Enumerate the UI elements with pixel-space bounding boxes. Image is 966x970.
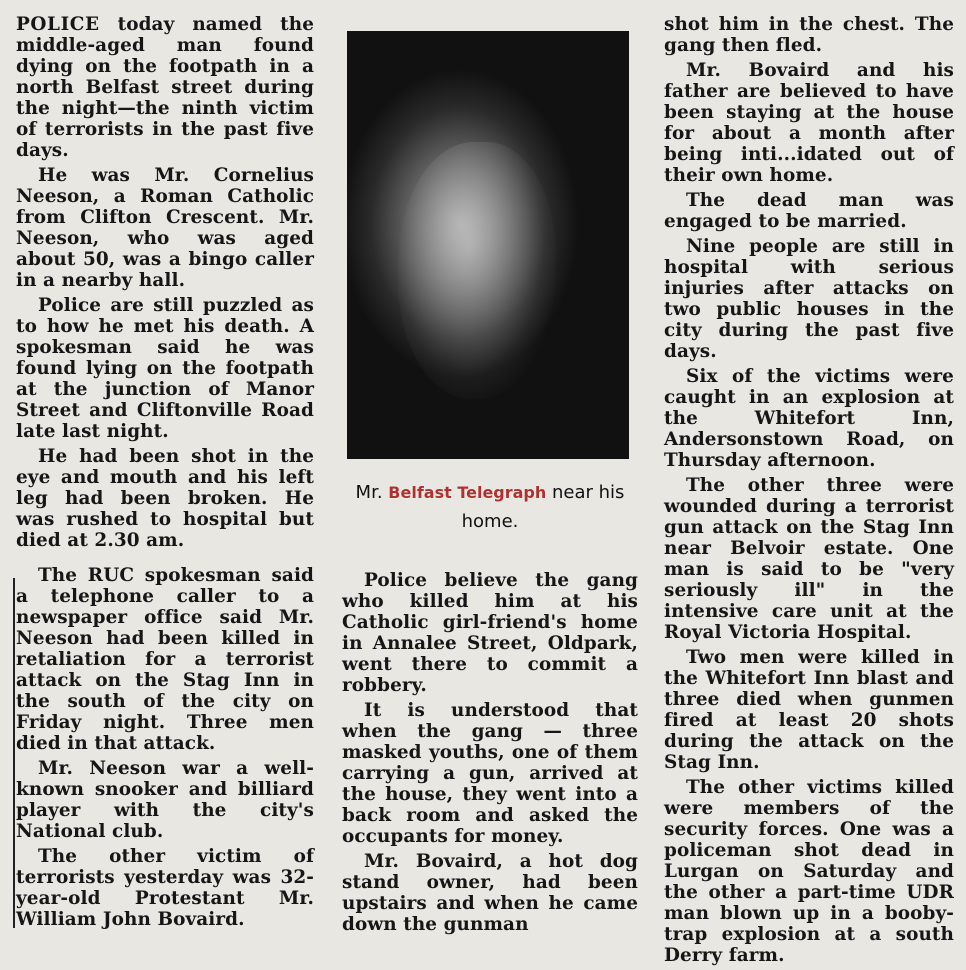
paragraph: Mr. Neeson war a well-known snooker and billiard player with the city's National club. <box>16 758 314 842</box>
article-column-left <box>16 14 314 934</box>
paragraph: shot him in the chest. The gang then fled. <box>664 14 954 56</box>
article-column-middle <box>342 570 638 939</box>
paragraph <box>16 14 314 161</box>
caption-start: Mr. <box>355 482 383 503</box>
paragraph: It is understood that when the gang — three masked youths, one of them carrying a gun, arrived at the house, they went into a back room and asked the occupants for money. <box>342 700 638 847</box>
paragraph: The other victims killed were members of the security forces. One was a policeman shot dead in Lurgan on Saturday and the other a part-time UDR man blown up in a booby-trap explosion at a south Derry farm. <box>664 777 954 966</box>
paragraph: Police are still puzzled as to how he met his death. A spokesman said he was found lying on the footpath at the junction of Manor Street and Cliftonville Road late last night. <box>16 295 314 442</box>
caption-end: near his home. <box>461 482 625 532</box>
watermark: Belfast Telegraph <box>388 483 547 502</box>
paragraph: Two men were killed in the Whitefort Inn blast and three died when gunmen fired at least 20 shots during the attack on the Stag Inn. <box>664 647 954 773</box>
article-column-right <box>664 14 954 970</box>
lead-word: POLICE <box>16 14 100 35</box>
paragraph: The other victim of terrorists yesterday was 32-year-old Protestant Mr. William John Bovaird. <box>16 846 314 930</box>
portrait-photo <box>347 31 629 459</box>
paragraph: The other three were wounded during a terrorist gun attack on the Stag Inn near Belvoir estate. One man is said to be "very seriously ill" in the intensive care unit at the Royal Victoria Hospital. <box>664 475 954 643</box>
paragraph-text: today named the middle-aged man found dying on the footpath in a north Belfast street during the night—the ninth victim of terrorists in the past five days. <box>16 14 314 161</box>
paragraph: Police believe the gang who killed him at his Catholic girl-friend's home in Annalee Street, Oldpark, went there to commit a robbery. <box>342 570 638 696</box>
column-rule <box>13 578 15 928</box>
portrait-face <box>398 142 556 399</box>
paragraph: He had been shot in the eye and mouth and his left leg had been broken. He was rushed to hospital but died at 2.30 am. <box>16 446 314 551</box>
paragraph: The RUC spokesman said a telephone caller to a newspaper office said Mr. Neeson had been killed in retaliation for a terrorist attack on the Stag Inn in the south of the city on Friday night. Three men died in that attack. <box>16 565 314 754</box>
paragraph: Nine people are still in hospital with serious injuries after attacks on two public houses in the city during the past five days. <box>664 236 954 362</box>
paragraph: Mr. Bovaird and his father are believed to have been staying at the house for about a month after being inti...idated out of their own home. <box>664 60 954 186</box>
paragraph: The dead man was engaged to be married. <box>664 190 954 232</box>
paragraph: Mr. Bovaird, a hot dog stand owner, had been upstairs and when he came down the gunman <box>342 851 638 935</box>
paragraph: Six of the victims were caught in an explosion at the Whitefort Inn, Andersonstown Road, on Thursday afternoon. <box>664 366 954 471</box>
paragraph: He was Mr. Cornelius Neeson, a Roman Catholic from Clifton Crescent. Mr. Neeson, who was aged about 50, was a bingo caller in a nearby hall. <box>16 165 314 291</box>
photo-caption <box>342 478 638 536</box>
